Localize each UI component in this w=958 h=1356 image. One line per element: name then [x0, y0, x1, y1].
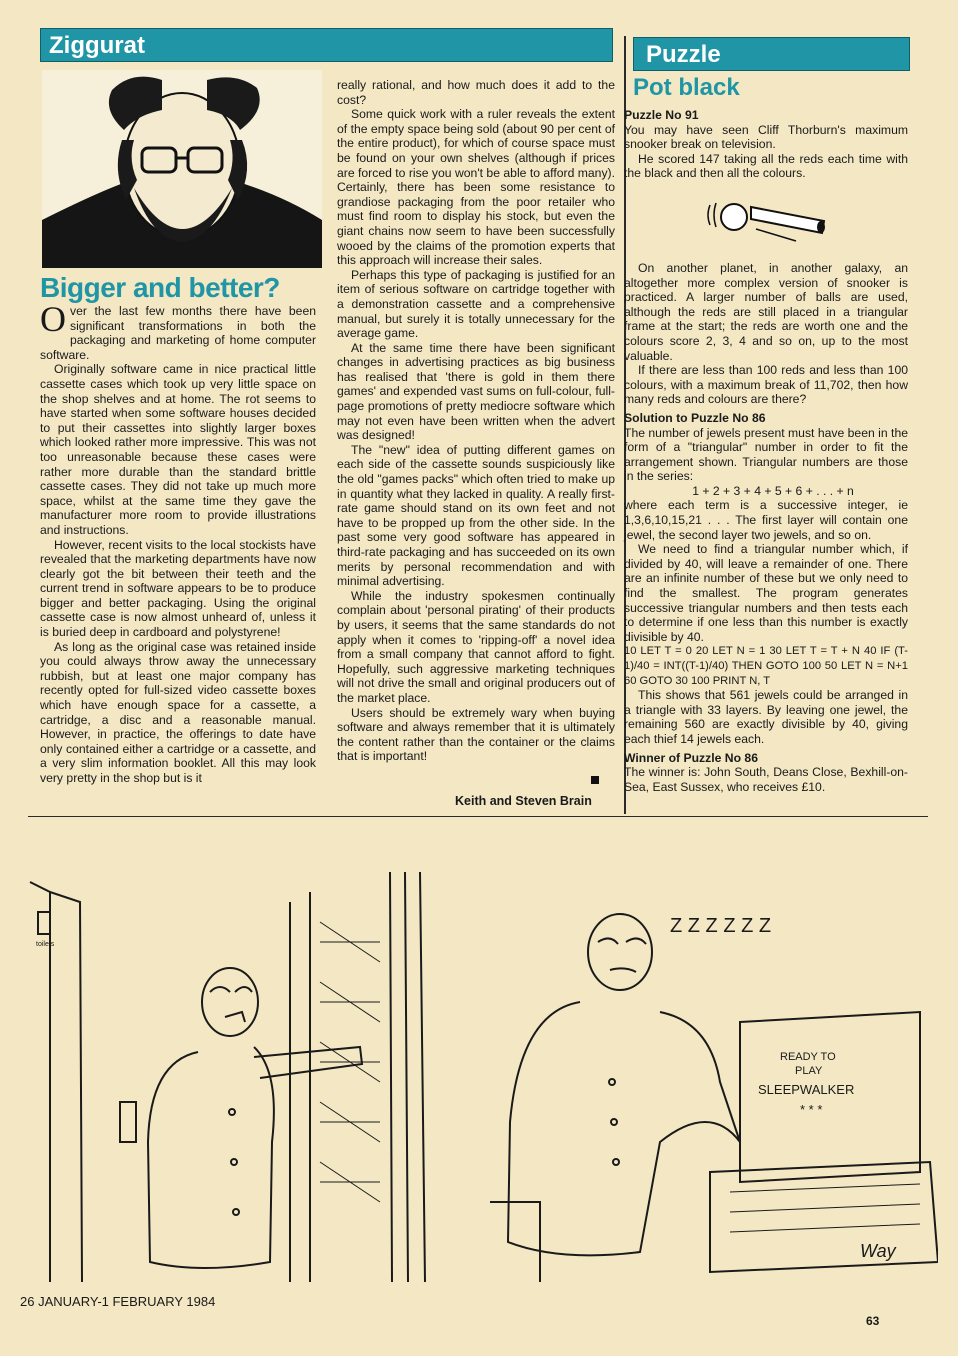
author-photo	[42, 70, 322, 268]
byline: Keith and Steven Brain	[455, 794, 592, 808]
article-paragraph: Perhaps this type of packaging is justified for an item of serious software on cartridge together with a demonstration cassette and a comprehensive manual, but surely it is totally unnecessary for the average game.	[337, 267, 615, 341]
article-paragraph: really rational, and how much does it add to the cost?	[337, 78, 615, 107]
end-mark	[591, 776, 599, 784]
screen-stars: * * *	[800, 1102, 823, 1117]
article-paragraph: The "new" idea of putting different games on each side of the cassette sounds suspiciously like the old "games packs" which often tried to make up in quantity what they lacked in quality. A really first-rate game should stand on its own feet and not have to be propped up from the other side. In the past some very good software has appeared in third-rate packaging and has succeeded on its own merits by personal recommendation and with minimal advertising.	[337, 442, 615, 589]
article-paragraph: At the same time there have been significant changes in advertising practices as big business has realised that 'there is gold in them there games' and expended vast sums on full-colour, full-page promotions of pretty mediocre software which may not even have been written when the advert was designed!	[337, 340, 615, 443]
puzzle-title: Pot black	[633, 74, 740, 101]
sleepwalker-cartoon	[20, 842, 938, 1282]
article-headline: Bigger and better?	[40, 272, 280, 303]
puzzle-paragraph: If there are less than 100 reds and less than 100 colours, with a maximum break of 11,702, then how many reds and colours are there?	[624, 363, 908, 407]
cartoonist-signature: Way	[860, 1241, 896, 1261]
article-paragraph: While the industry spokesmen continually complain about 'personal pirating' of their products by users, it seems that the same standards do not apply when it comes to 'ripping-off' a novel idea from a small company that cannot afford to fight. Hopefully, such aggressive marketing techniques will not drive the small and original producers out of the market place.	[337, 588, 615, 705]
puzzle-heading: Puzzle No 91	[624, 108, 699, 122]
puzzle-paragraph: He scored 147 taking all the reds each time with the black and then all the colours.	[624, 151, 908, 181]
article-paragraph: Originally software came in nice practical little cassette cases which took up very little space on the shop shelves and at home. The rot seems to have started when some software houses decided to put their cassettes into slightly larger boxes which looked rather more impressive. This was not too unreasonable because these cases were rather more durable than the standard brittle cassette cases. They did not take up much more space, whilst at the same time they gave the manufacturer more room to provide illustrations and instructions.	[40, 362, 316, 537]
series-formula: 1 + 2 + 3 + 4 + 5 + 6 + . . . + n	[692, 483, 854, 498]
snooker-cue-illustration	[696, 185, 836, 255]
winner-heading: Winner of Puzzle No 86	[624, 750, 758, 765]
puzzle-paragraph: On another planet, in another galaxy, an altogether more complex version of snooker is practiced. A larger number of balls are used, although the reds are still placed in a triangular frame at the start; the reds are worth one and the colours score 2, 3, 4 and so on, up to the most valuable.	[624, 260, 908, 363]
solution-paragraph: where each term is a successive integer, ie 1,3,6,10,15,21 . . . The first layer will contain one jewel, the second layer two jewels, and so on.	[624, 498, 908, 542]
winner-paragraph: The winner is: John South, Deans Close, Bexhill-on-Sea, East Sussex, who receives £10.	[624, 765, 908, 794]
page-number: 63	[866, 1314, 880, 1328]
article-paragraph: As long as the original case was retained inside you could always throw away the unnecessary rubbish, but at least one major company has recently opted for full-sized video cassette boxes which have enough space for a cassette, a cartridge, a disc and a reasonable manual. However, in practice, the offerings to date have only contained either a cartridge or a cassette, and a very slim information booklet. All this may look very pretty in the shop but is it	[40, 639, 316, 785]
puzzle-column	[624, 108, 908, 794]
article-paragraph: Over the last few months there have been significant transformations in both the packaging and marketing of home computer software.	[40, 299, 316, 362]
article-paragraph: Users should be extremely wary when buying software and always remember that it is ultimately the content rather than the container or the claims that is important!	[337, 705, 615, 764]
screen-text-line2: PLAY	[795, 1065, 823, 1077]
screen-text-line3: SLEEPWALKER	[758, 1082, 855, 1097]
solution-heading: Solution to Puzzle No 86	[624, 410, 766, 425]
issue-date: 26 JANUARY-1 FEBRUARY 1984	[20, 1294, 216, 1309]
puzzle-paragraph: You may have seen Cliff Thorburn's maximum snooker break on television.	[624, 122, 908, 152]
basic-program-listing: 10 LET T = 0 20 LET N = 1 30 LET T = T + N 40 IF (T-1)/40 = INT((T-1)/40) THEN GOTO 100 50 LET N = N+1 60 GOTO 30 100 PRINT N, T	[624, 645, 908, 687]
article-paragraph: Some quick work with a ruler reveals the extent of the empty space being sold (about 90 per cent of the entire product), for which of course space must be found on your own shelves (although if prices are forced to rise you won't be able to afford many). Certainly, there has been some resistance to grandiose packaging from the poor retailer who must find room to display his stock, but even the giant chains now seem to have been successfully wooed by the claims of the promotion experts that this approach will increase their sales.	[337, 107, 615, 268]
screen-text-line1: READY TO	[780, 1051, 836, 1063]
solution-paragraph: This shows that 561 jewels could be arranged in a triangle with 33 layers. By leaving one jewel, the remaining 560 are exactly divisible by 40, giving each thief 14 jewels each.	[624, 688, 908, 746]
solution-paragraph: We need to find a triangular number which, if divided by 40, will leave a remainder of one. There are an infinite number of these but we only need to find the smallest. The program generates successive triangular numbers and then tests each to determine if one less than this number is exactly divisible by 40.	[624, 542, 908, 644]
section-divider	[28, 816, 928, 817]
drop-cap: O	[40, 299, 66, 339]
article-paragraph: However, recent visits to the local stockists have revealed that the marketing departments have now clearly got the bit between their teeth and the current trend in software appears to be to produce bigger and better packaging. Using the original cassette case is now almost unheard of, unless it is buried deep in cardboard and polystyrene!	[40, 537, 316, 640]
ziggurat-section-header: Ziggurat	[40, 28, 613, 62]
puzzle-section-header: Puzzle	[633, 37, 910, 71]
zzz-text: Z Z Z Z Z Z	[670, 915, 772, 937]
solution-paragraph: The number of jewels present must have been in the form of a "triangular" number in order to fit the arrangement shown. Triangular numbers are those in the series:	[624, 425, 908, 484]
article-column-1	[40, 299, 316, 786]
article-column-2	[337, 78, 615, 764]
door-sign: toilets	[36, 941, 55, 948]
